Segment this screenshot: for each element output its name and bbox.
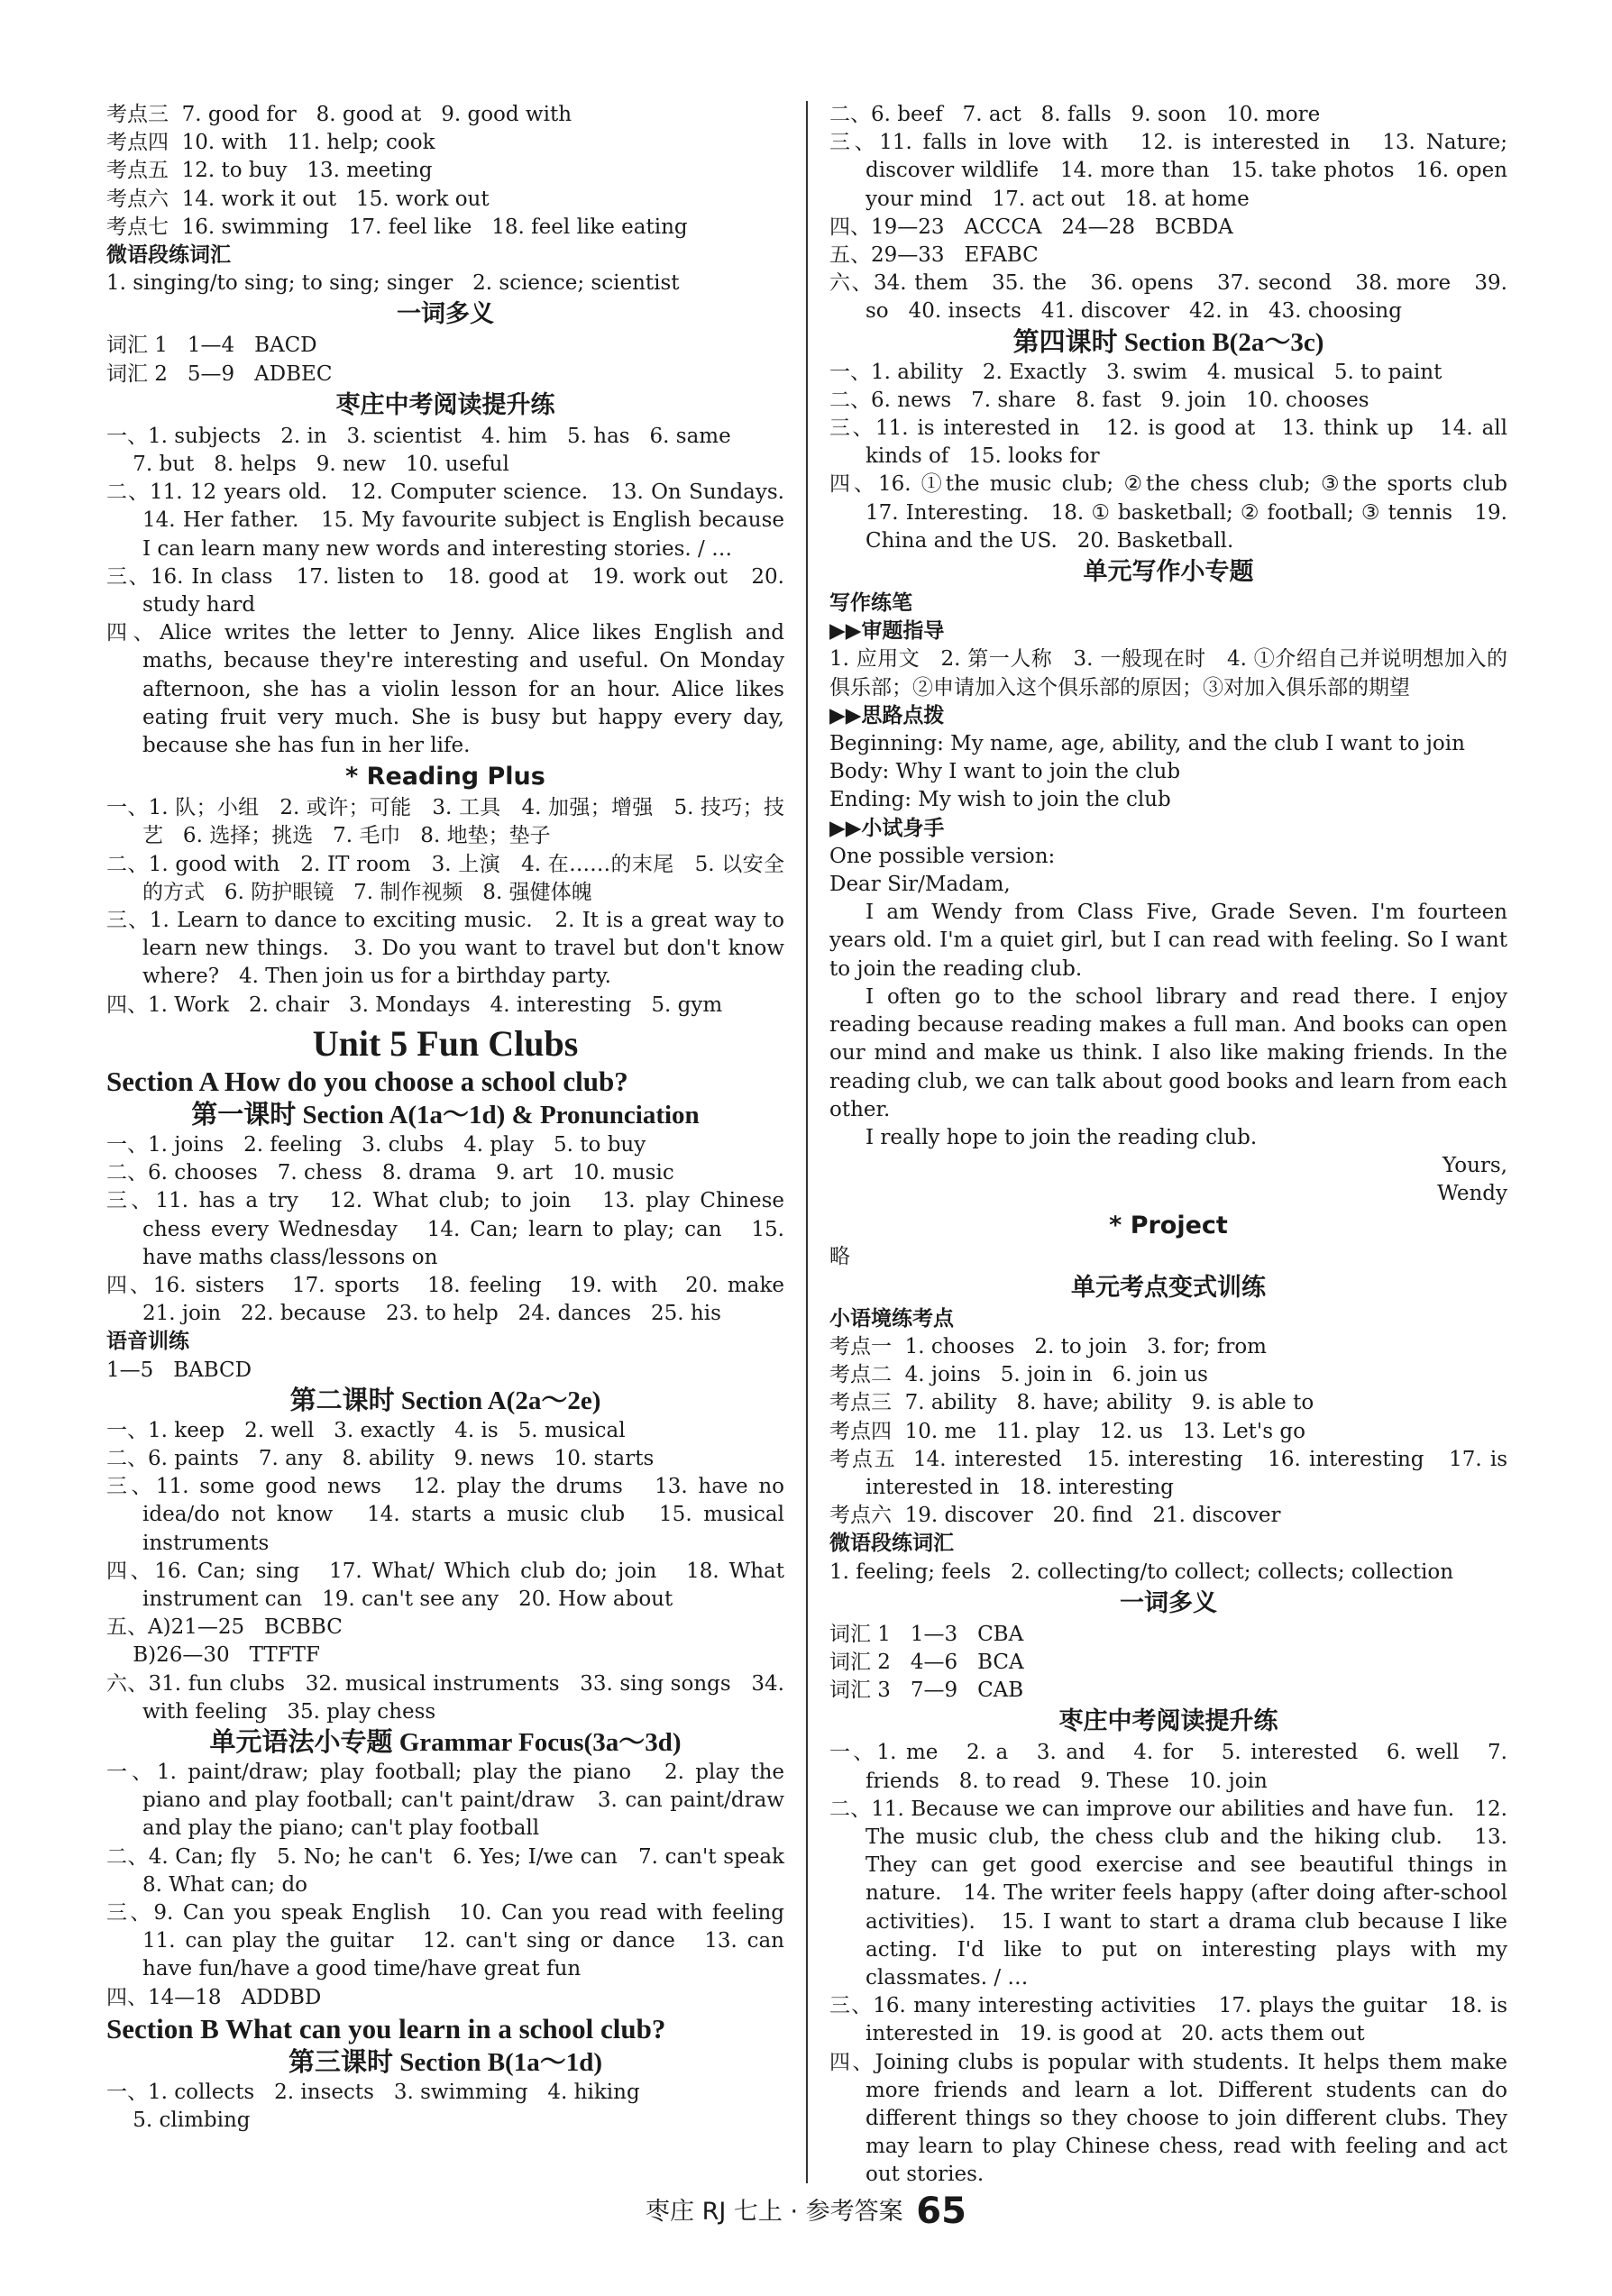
text-line: 1. feeling; feels 2. collecting/to collect; collects; collection <box>829 1560 1454 1584</box>
section-heading: 一词多义 <box>1120 1588 1217 1617</box>
answer-line: 一、1. 队；小组 2. 或许；可能 3. 工具 4. 加强；增强 5. 技巧；技艺 6. 选择；挑选 7. 毛巾 8. 地垫；垫子 <box>106 796 784 848</box>
right-column <box>829 101 1527 2190</box>
answer-line: 二、1. good with 2. IT room 3. 上演 4. 在……的末尾 5. 以安全的方式 6. 防护眼镜 7. 制作视频 8. 强健体魄 <box>106 852 784 904</box>
answer-line: 三、11. is interested in 12. is good at 13. think up 14. all kinds of 15. looks for <box>829 416 1515 469</box>
answer-line: 六、31. fun clubs 32. musical instruments 33. sing songs 34. with feeling 35. play chess <box>106 1671 792 1724</box>
subheading: ▶▶思路点拨 <box>829 703 945 727</box>
answer-line: 一、1. joins 2. feeling 3. clubs 4. play 5. to buy <box>106 1132 646 1157</box>
subheading: ▶▶审题指导 <box>829 619 945 644</box>
lesson-title: 第三课时 Section B(1a～1d) <box>288 2047 602 2077</box>
answer-line: 四、16. sisters 17. sports 18. feeling 19. with 20. make 21. join 22. because 23. to help 24. dances 25. his <box>106 1273 804 1326</box>
answer-line: 二、6. news 7. share 8. fast 9. join 10. chooses <box>829 388 1369 412</box>
answer-line: 词汇 1 1—4 BACD <box>106 334 317 358</box>
answer-line: 四、1. Work 2. chair 3. Mondays 4. interesting 5. gym <box>106 992 723 1017</box>
lesson-title: 第一课时 Section A(1a～1d) & Pronunciation <box>191 1100 700 1130</box>
subheading: 微语段练词汇 <box>829 1532 954 1556</box>
answer-line: 考点三 7. good for 8. good at 9. good with <box>106 103 572 126</box>
answer-line: 四、Alice writes the letter to Jenny. Alice likes English and maths, because they're interesting and useful. On Monday afternoon, she has a violin lesson for an hour. Alice likes eating fruit very much. She is busy but happy every day, because she has fun in her life. <box>106 621 792 758</box>
answer-line: 1—5 BABCD <box>106 1358 252 1382</box>
footer-text: 枣庄 RJ 七上 · 参考答案 <box>646 2198 903 2226</box>
answer-line: 考点三 7. ability 8. have; ability 9. is able to <box>829 1391 1314 1415</box>
letter-signoff: Yours, <box>1443 1154 1507 1178</box>
answer-line: 五、29—33 EFABC <box>829 243 1039 268</box>
answer-line: 考点二 4. joins 5. join in 6. join us <box>829 1363 1208 1387</box>
answer-line: 一、1. collects 2. insects 3. swimming 4. hiking <box>106 2080 640 2104</box>
subheading: 小语境练考点 <box>829 1306 954 1331</box>
answer-line: 7. but 8. helps 9. new 10. useful <box>106 453 509 477</box>
answer-line: 考点六 19. discover 20. find 21. discover <box>829 1504 1281 1528</box>
section-heading: 单元考点变式训练 <box>1071 1273 1266 1302</box>
answer-line: 考点七 16. swimming 17. feel like 18. feel like eating <box>106 215 688 239</box>
text-line: 略 <box>829 1244 850 1268</box>
answer-line: 考点五 12. to buy 13. meeting <box>106 159 433 183</box>
text-line: One possible version: <box>829 844 1056 868</box>
answer-line: 一、1. ability 2. Exactly 3. swim 4. musical 5. to paint <box>829 360 1443 384</box>
answer-line: 四、16. ①the music club; ②the chess club; ③the sports club 17. Interesting. 18. ① basketball; ② football; ③ tennis 19. China and the US. 20. Basketball. <box>829 472 1527 553</box>
section-heading: * Project <box>1109 1211 1228 1239</box>
answer-line: 四、19—23 ACCCA 24—28 BCBDA <box>829 215 1233 239</box>
section-heading: 枣庄中考阅读提升练 <box>1058 1707 1278 1736</box>
answer-line: B)26—30 TTFTF <box>106 1643 320 1668</box>
answer-line: 一、1. keep 2. well 3. exactly 4. is 5. musical <box>106 1418 626 1442</box>
answer-line: 四、14—18 ADDBD <box>106 1985 322 2009</box>
text-line: Ending: My wish to join the club <box>829 788 1171 812</box>
answer-line: 三、1. Learn to dance to exciting music. 2. It is a great way to learn new things. 3. Do you want to travel but don't know where? 4. Then join us for a birthday party. <box>106 909 792 989</box>
text-line: Body: Why I want to join the club <box>829 760 1181 784</box>
left-column <box>106 101 804 2135</box>
lesson-title: 第二课时 Section A(2a～2e) <box>289 1386 601 1415</box>
lesson-title: 单元语法小专题 Grammar Focus(3a～3d) <box>209 1727 682 1757</box>
page-footer <box>0 2191 1612 2232</box>
text-line: Dear Sir/Madam, <box>829 873 1011 897</box>
answer-line: 二、4. Can; fly 5. No; he can't 6. Yes; I/we can 7. can't speak 8. What can; do <box>106 1844 804 1897</box>
answer-line: 一、1. me 2. a 3. and 4. for 5. interested 6. well 7. friends 8. to read 9. These 10. join <box>829 1741 1515 1793</box>
answer-line: 词汇 2 5—9 ADBEC <box>106 361 333 386</box>
answer-line: 三、9. Can you speak English 10. Can you read with feeling 11. can play the guitar 12. can't sing or dance 13. can have fun/have a good time/have great fun <box>106 1900 804 1981</box>
section-heading: 单元写作小专题 <box>1083 558 1254 587</box>
answer-line: 考点四 10. me 11. play 12. us 13. Let's go <box>829 1419 1305 1443</box>
answer-line: 四、16. Can; sing 17. What/ Which club do; join 18. What instrument can 19. can't see any 20. How about <box>106 1559 792 1611</box>
answer-line: 二、11. 12 years old. 12. Computer science. 13. On Sundays. 14. Her father. 15. My favourite subject is English because I can learn many new words and interesting stories. / … <box>106 480 804 561</box>
answer-line: 考点五 14. interested 15. interesting 16. interesting 17. is interested in 18. interesting <box>829 1447 1515 1499</box>
answer-line: 三、16. In class 17. listen to 18. good at 19. work out 20. study hard <box>106 564 792 617</box>
answer-line: 三、11. has a try 12. What club; to join 13. play Chinese chess every Wednesday 14. Can; learn to play; can 15. have maths class/lessons on <box>106 1189 792 1269</box>
section-heading: 枣庄中考阅读提升练 <box>335 390 555 419</box>
page-number: 65 <box>916 2191 966 2232</box>
answer-line: 考点四 10. with 11. help; cook <box>106 131 435 155</box>
subheading: 写作练笔 <box>829 591 912 616</box>
answer-line: 一、1. subjects 2. in 3. scientist 4. him 5. has 6. same <box>106 424 731 448</box>
answer-line: 词汇 3 7—9 CAB <box>829 1679 1024 1703</box>
answer-line: 六、34. them 35. the 36. opens 37. second 38. more 39. so 40. insects 41. discover 42. in 43. choosing <box>829 271 1515 324</box>
text-line: 1. 应用文 2. 第一人称 3. 一般现在时 4. ①介绍自己并说明想加入的俱乐部；②申请加入这个俱乐部的原因；③对加入俱乐部的期望 <box>829 647 1507 700</box>
answer-line: 五、A)21—25 BCBBC <box>106 1615 343 1640</box>
subheading: 语音训练 <box>106 1330 189 1354</box>
essay-paragraph: I often go to the school library and read there. I enjoy reading because reading makes a full man. And books can open our mind and make us think. I also like making friends. In the reading club, we can talk about good books and learn from each other. <box>829 984 1515 1121</box>
section-heading: * Reading Plus <box>345 763 545 791</box>
answer-line: 二、11. Because we can improve our abilities and have fun. 12. The music club, the chess club and the hiking club. 13. They can get good exercise and see beautiful things in nature. 14. The writer feels happy (after doing after-school activities). 15. I want to start a drama club because I like acting. I'd like to put on interesting plays with my classmates. / … <box>829 1797 1515 1990</box>
answer-line: 考点六 14. work it out 15. work out <box>106 187 490 211</box>
answer-line: 考点一 1. chooses 2. to join 3. for; from <box>829 1334 1267 1358</box>
essay-paragraph: I really hope to join the reading club. <box>866 1125 1258 1149</box>
answer-line: 词汇 1 1—3 CBA <box>829 1622 1024 1646</box>
column-divider <box>806 101 808 2183</box>
section-title: Section B What can you learn in a school club? <box>106 2012 666 2044</box>
section-title: Section A How do you choose a school club? <box>106 1065 628 1097</box>
answer-line: 5. climbing <box>106 2108 251 2132</box>
unit-title: Unit 5 Fun Clubs <box>312 1022 579 1064</box>
answer-line: 二、6. chooses 7. chess 8. drama 9. art 10. music <box>106 1161 674 1185</box>
essay-paragraph: I am Wendy from Class Five, Grade Seven. I'm fourteen years old. I'm a quiet girl, but I can read with feeling. So I want to join the reading club. <box>829 901 1515 981</box>
text-line: Beginning: My name, age, ability, and the club I want to join <box>829 732 1465 756</box>
answer-line: 二、6. beef 7. act 8. falls 9. soon 10. more <box>829 103 1321 126</box>
answer-line: 词汇 2 4—6 BCA <box>829 1650 1024 1674</box>
answer-line: 二、6. paints 7. any 8. ability 9. news 10. starts <box>106 1446 655 1470</box>
answer-line: 一、1. paint/draw; play football; play the piano 2. play the piano and play football; can't paint/draw 3. can paint/draw and play the piano; can't play football <box>106 1760 792 1841</box>
letter-signoff: Wendy <box>1437 1182 1507 1206</box>
section-heading: 一词多义 <box>397 300 494 329</box>
answer-line: 三、11. falls in love with 12. is interested in 13. Nature; discover wildlife 14. more than 15. take photos 16. open your mind 17. act out 18. at home <box>829 131 1515 211</box>
answer-line: 三、16. many interesting activities 17. plays the guitar 18. is interested in 19. is good at 20. acts them out <box>829 1994 1515 2046</box>
answer-line: 1. singing/to sing; to sing; singer 2. science; scientist <box>106 271 680 296</box>
answer-line: 三、11. some good news 12. play the drums 13. have no idea/do not know 14. starts a music club 15. musical instruments <box>106 1475 792 1555</box>
answer-line: 四、Joining clubs is popular with students. It helps them make more friends and learn a lot. Different students can do different things so they choose to join different clubs. They may learn to play Chinese chess, read with feeling and act out stories. <box>829 2050 1515 2187</box>
lesson-title: 第四课时 Section B(2a～3c) <box>1012 327 1324 357</box>
subheading: 微语段练词汇 <box>106 243 231 268</box>
subheading: ▶▶小试身手 <box>829 816 945 840</box>
